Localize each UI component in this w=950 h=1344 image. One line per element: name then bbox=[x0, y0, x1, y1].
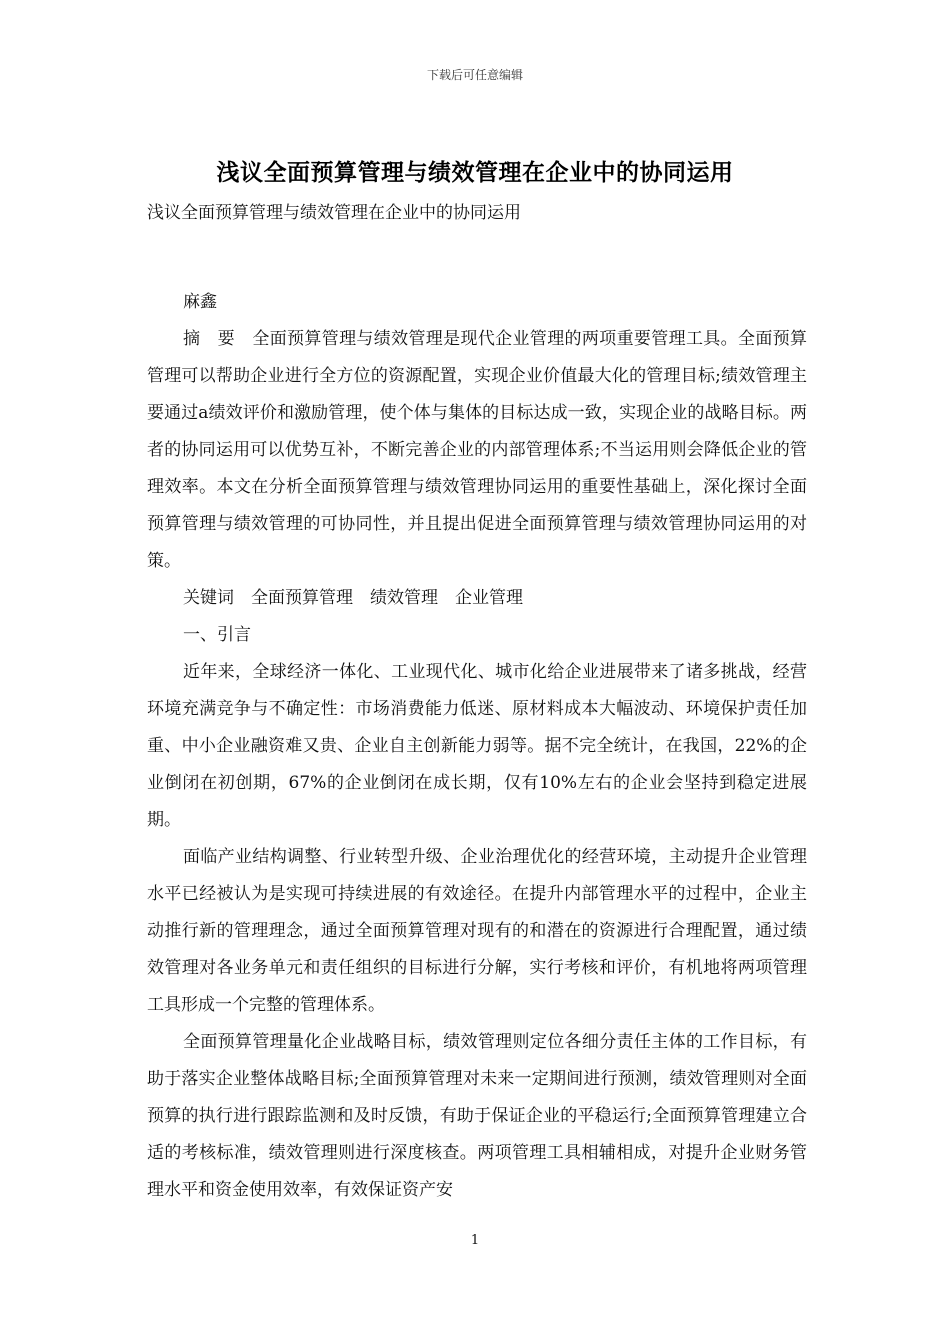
body-paragraph-2: 面临产业结构调整、行业转型升级、企业治理优化的经营环境，主动提升企业管理水平已经被认为是实现可持续进展的有效途径。在提升内部管理水平的过程中，企业主动推行新的管理理念，通过全面预算管理对现有的和潜在的资源进行合理配置，通过绩效管理对各业务单元和责任组织的目标进行分解，实行考核和评价，有机地将两项管理工具形成一个完整的管理体系。 bbox=[147, 847, 807, 1015]
document-subtitle: 浅议全面预算管理与绩效管理在企业中的协同运用 bbox=[147, 203, 521, 223]
section-heading: 一、引言 bbox=[183, 625, 251, 645]
page-header-note: 下载后可任意编辑 bbox=[426, 68, 523, 82]
author-name: 麻鑫 bbox=[183, 292, 217, 312]
document-title: 浅议全面预算管理与绩效管理在企业中的协同运用 bbox=[216, 160, 734, 186]
page-number: 1 bbox=[470, 1233, 480, 1248]
document-body bbox=[147, 199, 807, 1209]
keywords-line: 关键词 全面预算管理 绩效管理 企业管理 bbox=[183, 588, 523, 608]
body-paragraph-1: 近年来，全球经济一体化、工业现代化、城市化给企业进展带来了诸多挑战，经营环境充满竞争与不确定性：市场消费能力低迷、原材料成本大幅波动、环境保护责任加重、中小企业融资难又贵、企业自主创新能力弱等。据不完全统计，在我国，22%的企业倒闭在初创期，67%的企业倒闭在成长期，仅有10%左右的企业会坚持到稳定进展期。 bbox=[147, 662, 807, 830]
abstract-paragraph: 摘 要 全面预算管理与绩效管理是现代企业管理的两项重要管理工具。全面预算管理可以帮助企业进行全方位的资源配置，实现企业价值最大化的管理目标;绩效管理主要通过a绩效评价和激励管理，使个体与集体的目标达成一致，实现企业的战略目标。两者的协同运用可以优势互补，不断完善企业的内部管理体系;不当运用则会降低企业的管理效率。本文在分析全面预算管理与绩效管理协同运用的重要性基础上，深化探讨全面预算管理与绩效管理的可协同性，并且提出促进全面预算管理与绩效管理协同运用的对策。 bbox=[147, 329, 807, 571]
body-paragraph-3: 全面预算管理量化企业战略目标，绩效管理则定位各细分责任主体的工作目标，有助于落实企业整体战略目标;全面预算管理对未来一定期间进行预测，绩效管理则对全面预算的执行进行跟踪监测和及时反馈，有助于保证企业的平稳运行;全面预算管理建立合适的考核标准，绩效管理则进行深度核查。两项管理工具相辅相成，对提升企业财务管理水平和资金使用效率，有效保证资产安 bbox=[147, 1032, 807, 1200]
